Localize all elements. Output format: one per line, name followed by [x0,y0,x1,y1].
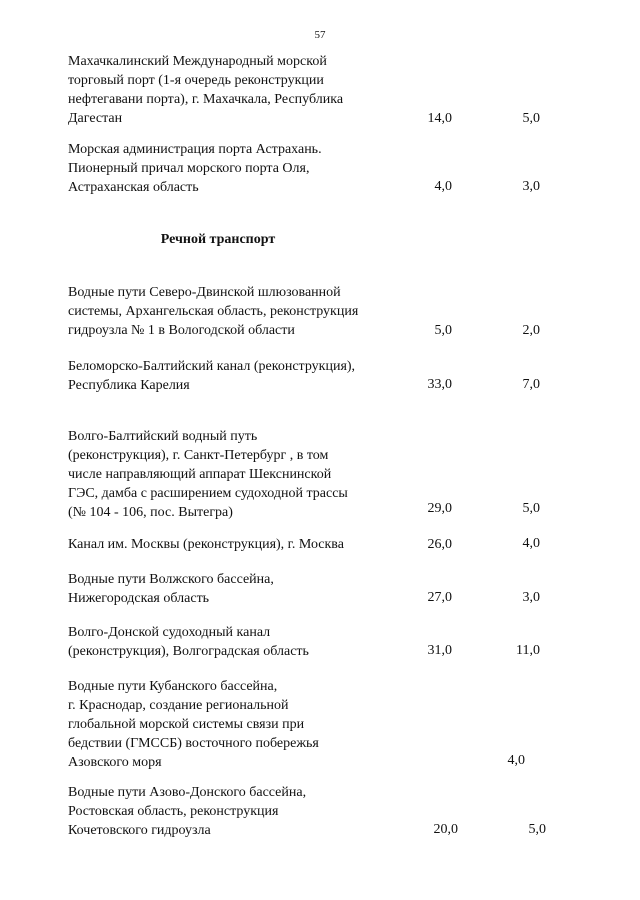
entry-value-2: 3,0 [522,179,540,194]
entry-value-1: 27,0 [427,590,452,605]
list-item [68,535,640,555]
entry-value-2: 3,0 [522,590,540,605]
list-item [68,570,640,610]
entry-value-1: 5,0 [434,323,452,338]
entry-value-1: 4,0 [434,179,452,194]
entry-value-2: 2,0 [522,323,540,338]
entry-value-2: 5,0 [528,822,546,837]
entry-value-1: 31,0 [427,643,452,658]
entry-value-2: 4,0 [522,536,540,551]
entry-value-1: 33,0 [427,377,452,392]
entry-description: Водные пути Волжского бассейна, Нижегородская область [68,572,274,606]
entry-description: Водные пути Азово-Донского бассейна, Ростовская область, реконструкция Кочетовского гидроузла [68,785,307,838]
entry-value-1: 26,0 [427,537,452,552]
section-heading: Речной транспорт [160,232,276,247]
page-number: 57 [314,29,326,41]
list-item [68,677,640,777]
entry-description: Морская администрация порта Астрахань. Пионерный причал морского порта Оля, Астраханская область [68,142,322,195]
list-item [68,283,640,343]
entry-value-1: 29,0 [427,501,452,516]
entry-value-1: 20,0 [433,822,458,837]
entry-description: Беломорско-Балтийский канал (реконструкция), Республика Карелия [68,359,356,393]
entry-value-2: 5,0 [522,501,540,516]
entry-description: Волго-Балтийский водный путь (реконструкция), г. Санкт-Петербург , в том числе направляющий аппарат Шекснинской ГЭС, дамба с расширением судоходной трассы (№ 104 - 106, пос. Вытегра) [68,429,348,520]
list-item [68,623,640,663]
entry-value-1: 14,0 [427,111,452,126]
list-item [68,52,640,132]
list-item [68,427,640,527]
entry-value-2: 5,0 [522,111,540,126]
entry-value-2: 7,0 [522,377,540,392]
list-item [68,783,640,843]
entry-description: Канал им. Москвы (реконструкция), г. Москва [68,537,344,552]
list-item [68,140,640,200]
entry-value-1: 4,0 [507,753,525,768]
entry-description: Волго-Донской судоходный канал (реконструкция), Волгоградская область [68,625,309,659]
entry-value-2: 11,0 [516,643,540,658]
list-item [68,357,640,397]
entry-description: Водные пути Северо-Двинской шлюзованной системы, Архангельская область, реконструкция гидроузла № 1 в Вологодской области [68,285,359,338]
entry-description: Махачкалинский Международный морской торговый порт (1-я очередь реконструкции нефтегавани порта), г. Махачкала, Республика Дагестан [68,54,344,126]
entry-description: Водные пути Кубанского бассейна, г. Краснодар, создание региональной глобальной морской системы связи при бедствии (ГМССБ) восточного побережья Азовского моря [68,679,319,770]
